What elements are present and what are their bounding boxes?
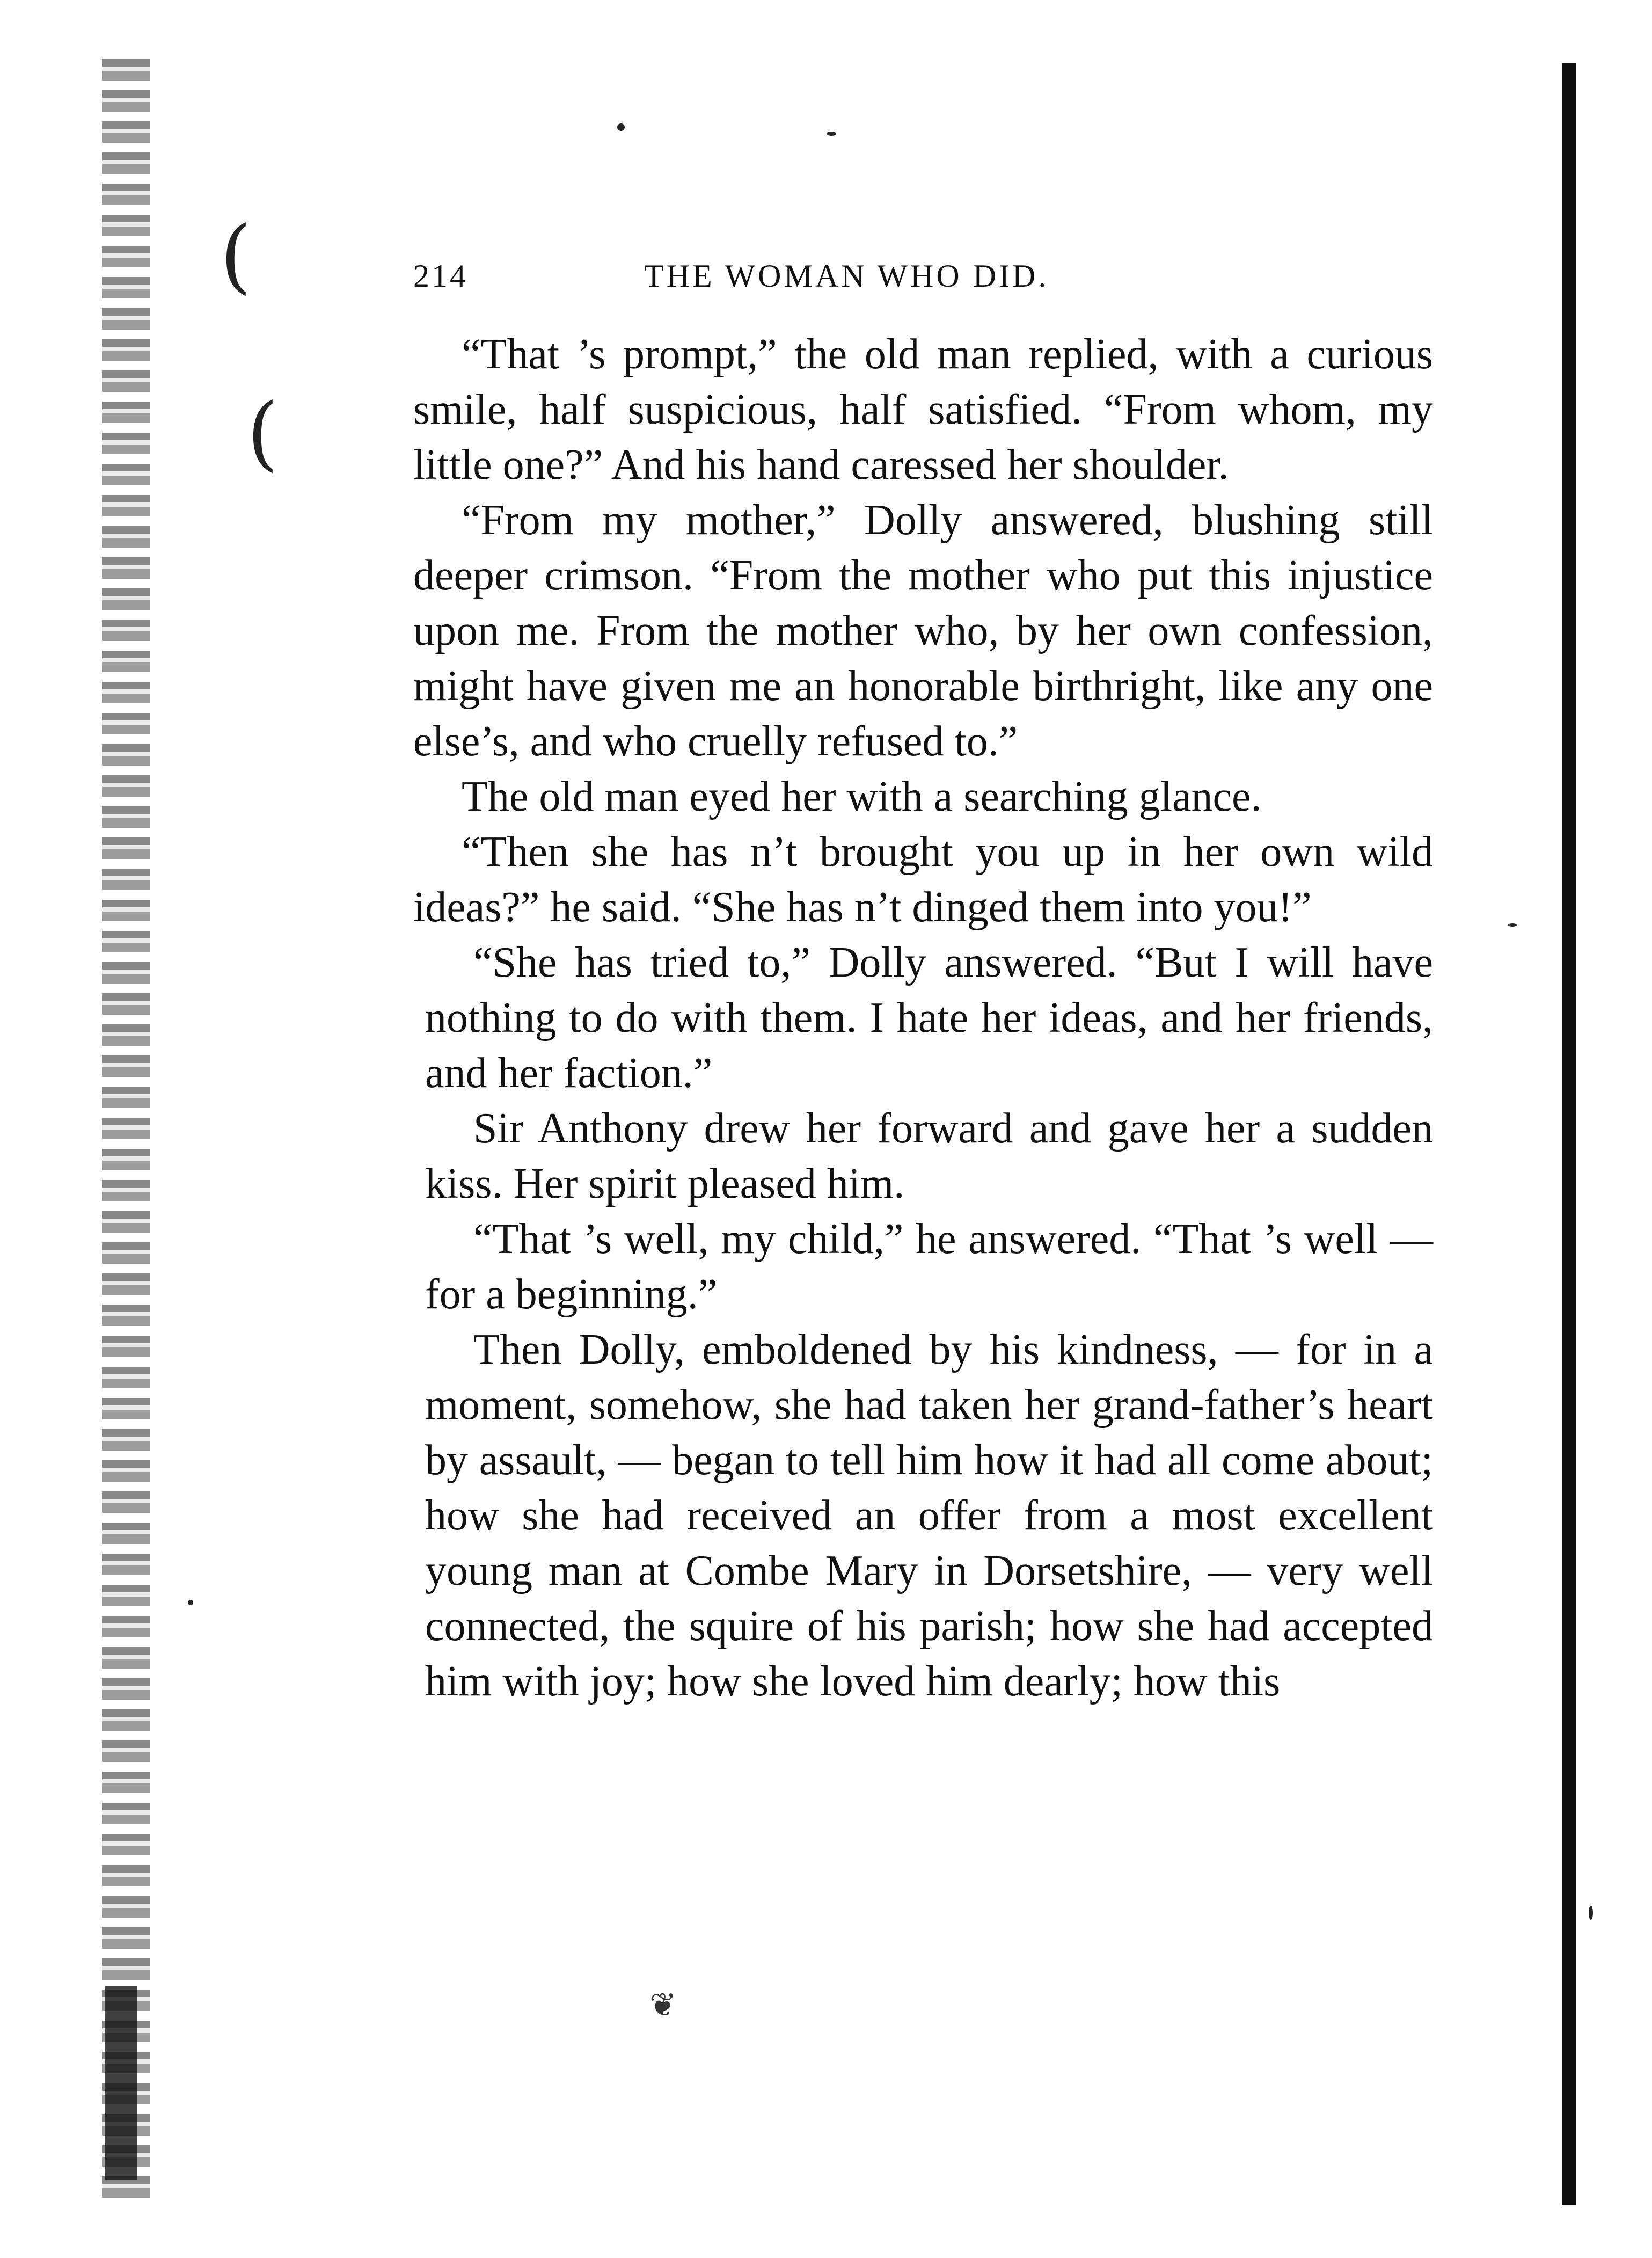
running-header [413,258,1433,295]
scanned-binding-shadow [105,1986,137,2180]
scan-speck [827,132,836,136]
scanned-page-edge [1562,63,1576,2205]
paragraph: “Then she has n’t brought you up in her own wild ideas?” he said. “She has n’t dinged them into you!” [413,828,1433,931]
paragraph: “That ’s well, my child,” he answered. “That ’s well — for a beginning.” [425,1215,1433,1318]
paragraph: Sir Anthony drew her forward and gave her a sudden kiss. Her spirit pleased him. [425,1105,1433,1207]
printer-ornament-mark: ❦ [649,1987,677,2023]
running-title: THE WOMAN WHO DID. [644,258,1049,294]
margin-bracket-mark: ( [220,209,252,303]
scan-speck [1589,1906,1593,1920]
scanned-binding-edge [102,59,150,2206]
scan-speck [617,123,625,131]
paragraph: “That ’s prompt,” the old man replied, with a curious smile, half suspicious, half satisfied. “From whom, my little one?” And his hand caressed her shoulder. [413,331,1433,489]
scan-speck [1508,923,1517,927]
page-body [413,327,1433,1709]
paragraph: “She has tried to,” Dolly answered. “But I will have nothing to do with them. I hate her ideas, and her friends, and her faction.” [425,939,1433,1097]
paragraph: Then Dolly, emboldened by his kindness, — for in a moment, somehow, she had taken her grand-father’s heart by assault, — began to tell him how it had all come about; how she had received an offer from a most excellent young man at Combe Mary in Dorsetshire, — very well connected, the squire of his parish; how she had accepted him with joy; how she loved him dearly; how this [425,1326,1433,1705]
margin-bracket-mark: ( [247,387,279,480]
paragraph: “From my mother,” Dolly answered, blushing still deeper crimson. “From the mother who put this injustice upon me. From the mother who, by her own confession, might have given me an honorable birthright, like any one else’s, and who cruelly refused to.” [413,497,1433,765]
page-number: 214 [413,258,468,294]
book-page [413,258,1433,1709]
paragraph: The old man eyed her with a searching glance. [462,773,1262,820]
scan-speck [188,1600,193,1605]
